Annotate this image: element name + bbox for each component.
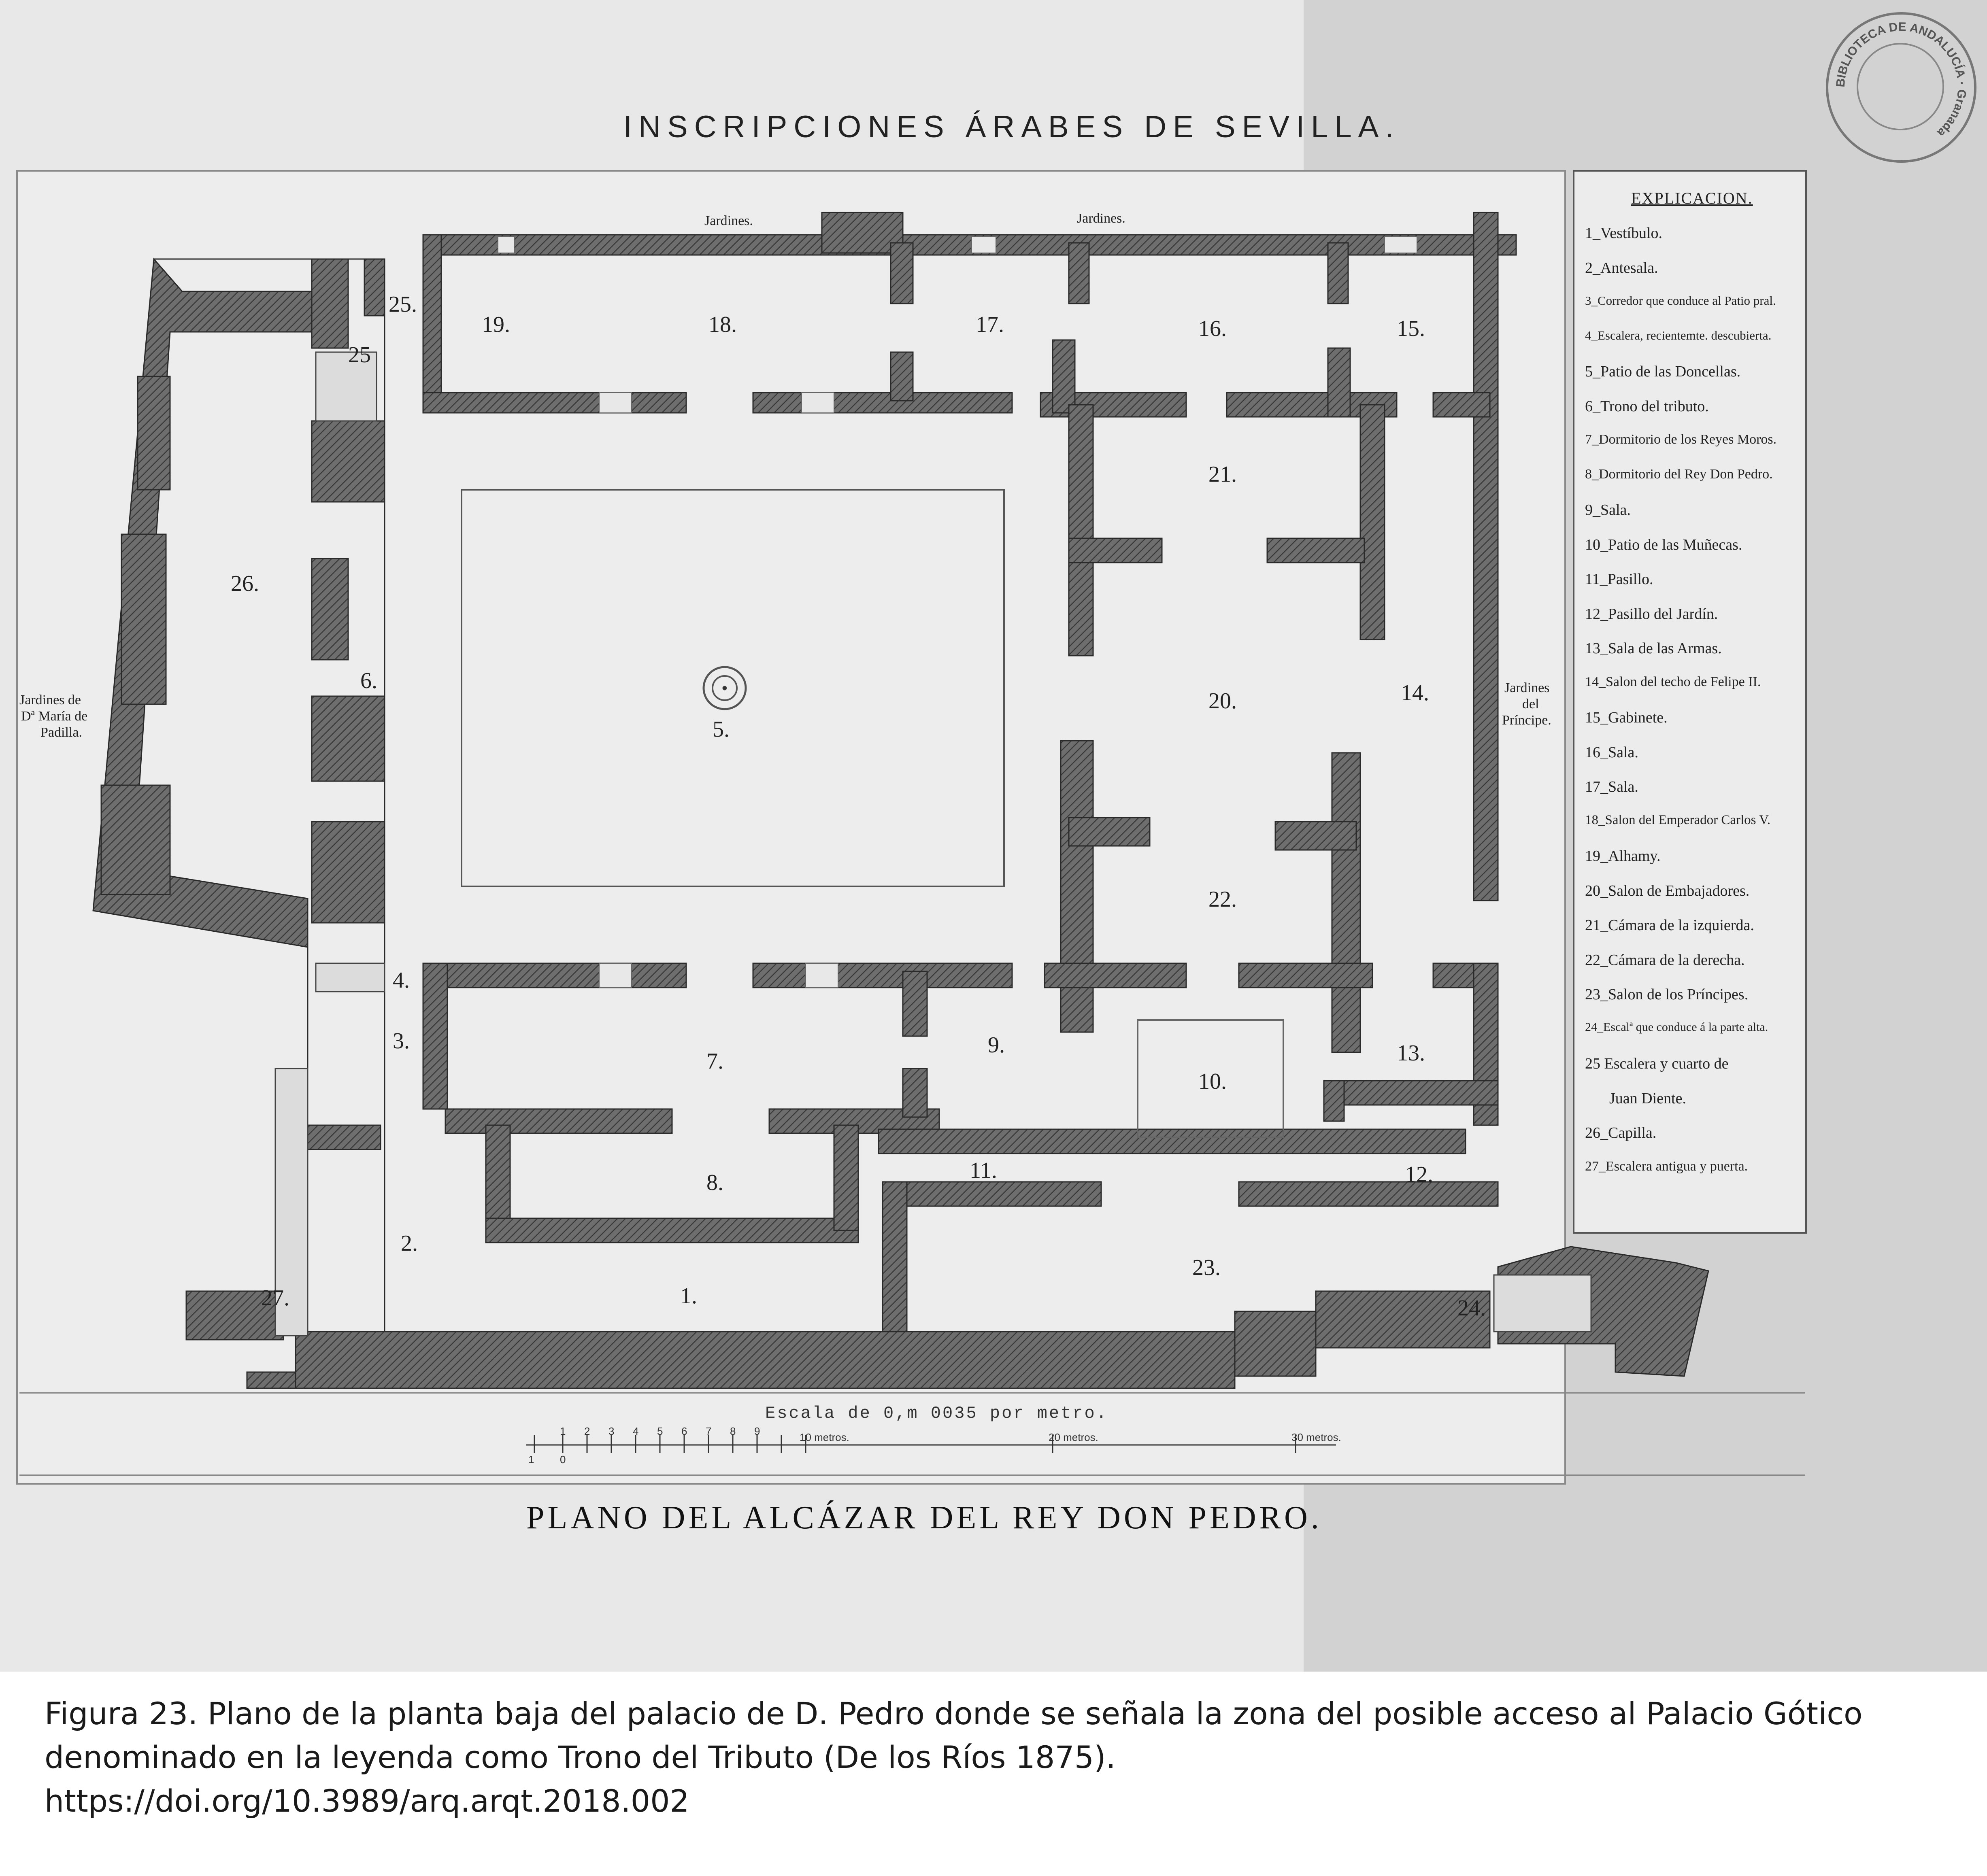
scale-tick-label: 20 metros. (1049, 1431, 1098, 1443)
wall-segment (1324, 1081, 1498, 1105)
legend-item: 24_Escalª que conduce á la parte alta. (1585, 1020, 1768, 1034)
library-stamp (1826, 12, 1976, 163)
doorway (599, 393, 632, 413)
doorways (498, 237, 1417, 988)
garden-label: Príncipe. (1502, 713, 1551, 728)
legend-item: 5_Patio de las Doncellas. (1585, 363, 1741, 380)
garden-label: Dª María de (21, 709, 88, 724)
wall-segment (1069, 405, 1093, 656)
wall-segment (879, 1129, 1466, 1154)
scale-tick-label: 6 (681, 1425, 687, 1437)
wall-segment (312, 421, 385, 502)
wall-segment (1433, 393, 1490, 417)
legend-item: 15_Gabinete. (1585, 709, 1668, 726)
garden-label: Jardines. (704, 213, 753, 228)
room-label: 12. (1405, 1162, 1433, 1187)
wall-segment (753, 393, 1012, 413)
legend-item: 17_Sala. (1585, 778, 1638, 795)
stair-4 (316, 963, 385, 992)
room-label: 19. (482, 312, 510, 337)
garden-label: Jardines (1504, 680, 1550, 695)
legend-item: 2_Antesala. (1585, 259, 1658, 276)
legend-item: 11_Pasillo. (1585, 571, 1653, 588)
legend-item: 16_Sala. (1585, 744, 1638, 761)
wall-segment (753, 963, 1012, 988)
room-label: 26. (231, 571, 259, 596)
room-label: 21. (1208, 462, 1237, 487)
legend-item: 3_Corredor que conduce al Patio pral. (1585, 293, 1776, 308)
wall-segment (423, 963, 447, 1109)
wall-segment (423, 235, 441, 413)
legend-item: 27_Escalera antigua y puerta. (1585, 1158, 1748, 1174)
wall-segment (486, 1218, 858, 1243)
wall-segment (834, 1125, 858, 1230)
room-label: 7. (706, 1049, 723, 1074)
wall-segment (1328, 243, 1348, 304)
garden-label: del (1522, 697, 1539, 712)
wall-segment (1235, 1311, 1316, 1376)
wall-segment (1239, 1182, 1498, 1206)
legend-item: 18_Salon del Emperador Carlos V. (1585, 812, 1770, 827)
room-label: 4. (393, 968, 410, 993)
wall-segment (1069, 243, 1089, 304)
legend-item: 14_Salon del techo de Felipe II. (1585, 674, 1761, 689)
wall-segment (445, 1109, 672, 1133)
caption-doi-link[interactable]: https://doi.org/10.3989/arq.arqt.2018.002 (45, 1783, 689, 1819)
scale-tick-label: 0 (560, 1453, 566, 1466)
legend-title: EXPLICACION. (1631, 189, 1753, 207)
wall-segment (138, 376, 170, 490)
wall-segment (1332, 753, 1360, 1052)
legend-item: 4_Escalera, recientemte. descubierta. (1585, 328, 1772, 342)
room-label: 9. (988, 1033, 1005, 1058)
room-label: 25 (348, 342, 371, 368)
doorway (599, 963, 632, 988)
room-label: 24. (1457, 1296, 1486, 1321)
wall-segment (296, 1332, 1235, 1388)
room-label: 13. (1397, 1041, 1425, 1066)
wall-segment (1275, 822, 1356, 850)
wall-segment (903, 971, 927, 1036)
wall-segment (1324, 1081, 1344, 1121)
wall-segment (101, 785, 170, 894)
legend-item: 1_Vestíbulo. (1585, 225, 1663, 242)
wall-segment (1045, 963, 1186, 988)
scale-tick-label: 5 (657, 1425, 663, 1437)
figure-caption (45, 1692, 1955, 1823)
room-label: 14. (1401, 680, 1429, 705)
scale-tick-label: 3 (608, 1425, 615, 1437)
scale-tick-label: 2 (584, 1425, 590, 1437)
room-label: 1. (680, 1283, 697, 1309)
wall-segment (1069, 818, 1150, 846)
scale-label: Escala de 0,m 0035 por metro. (765, 1404, 1108, 1423)
room-label: 3. (393, 1028, 410, 1054)
room-label: 23. (1192, 1255, 1221, 1280)
legend (1573, 170, 1807, 1234)
doorway (806, 963, 838, 988)
caption-line: Figura 23. Plano de la planta baja del palacio de D. Pedro donde se señala la zona del posible acceso al Palacio Gótico (45, 1695, 1863, 1732)
wall-segment (1328, 348, 1350, 417)
legend-item: 13_Sala de las Armas. (1585, 640, 1722, 657)
room-label: 6. (360, 668, 377, 693)
legend-item: 10_Patio de las Muñecas. (1585, 536, 1742, 553)
garden-labels (19, 211, 1551, 740)
doorway (802, 393, 834, 413)
wall-segment (312, 259, 348, 348)
legend-item: 20_Salon de Embajadores. (1585, 882, 1750, 899)
patio-doncellas (462, 490, 1004, 886)
wall-segment (312, 822, 385, 923)
legend-item: 19_Alhamy. (1585, 848, 1661, 865)
legend-item: 9_Sala. (1585, 501, 1631, 518)
legend-item: 8_Dormitorio del Rey Don Pedro. (1585, 466, 1773, 482)
wall-segment (308, 1125, 381, 1149)
stair-24 (1494, 1275, 1591, 1332)
fountain-center (723, 686, 727, 690)
wall-segment (1360, 405, 1385, 639)
scale-tick-label: 30 metros. (1291, 1431, 1341, 1443)
room-label: 16. (1198, 316, 1227, 341)
room-label: 8. (706, 1170, 723, 1195)
room-label: 17. (976, 312, 1004, 337)
legend-item: 22_Cámara de la derecha. (1585, 951, 1745, 969)
stamp-text: BIBLIOTECA DE ANDALUCÍA · Granada (1834, 20, 1969, 140)
legend-item: Juan Diente. (1609, 1090, 1686, 1107)
wall-segment (891, 243, 913, 304)
room-label: 22. (1208, 887, 1237, 912)
doorway (972, 237, 996, 253)
stamp-lettering (1828, 15, 1974, 160)
legend-list (1585, 224, 1776, 1193)
legend-item: 12_Pasillo del Jardín. (1585, 605, 1718, 623)
legend-item: 26_Capilla. (1585, 1124, 1657, 1141)
room-label: 18. (708, 312, 737, 337)
room-label: 15. (1397, 316, 1425, 341)
wall-segment (1061, 741, 1093, 1032)
scale-tick-label: 1 (528, 1453, 534, 1466)
garden-label: Jardines de (19, 693, 81, 707)
wall-segment (1267, 538, 1364, 563)
scale-tick-label: 9 (754, 1425, 760, 1437)
scale-tick-label: 8 (730, 1425, 736, 1437)
footer-title: PLANO DEL ALCÁZAR DEL REY DON PEDRO. (526, 1500, 1322, 1536)
legend-item: 23_Salon de los Príncipes. (1585, 986, 1749, 1003)
wall-segment (883, 1182, 907, 1348)
room-label: 5. (713, 717, 730, 742)
garden-label: Padilla. (40, 725, 82, 740)
wall-segment (1069, 538, 1162, 563)
scale-tick-label: 10 metros. (800, 1431, 849, 1443)
wall-segment (423, 963, 686, 988)
scale-tick-label: 7 (706, 1425, 712, 1437)
wall-segment (1474, 212, 1498, 901)
wall-segment (883, 1182, 1101, 1206)
legend-item: 21_Cámara de la izquierda. (1585, 917, 1754, 934)
room-label: 2. (401, 1231, 418, 1256)
wall-segment (1239, 963, 1372, 988)
room-label: 25. (389, 292, 417, 317)
room-label: 20. (1208, 688, 1237, 714)
wall-segment (312, 559, 348, 660)
legend-item: 6_Trono del tributo. (1585, 397, 1709, 415)
legend-item: 7_Dormitorio de los Reyes Moros. (1585, 432, 1777, 447)
doorway (498, 237, 514, 253)
caption-line: denominado en la leyenda como Trono del Tributo (De los Ríos 1875). (45, 1739, 1116, 1775)
wall-segment (423, 393, 686, 413)
wall-segment (247, 1372, 296, 1388)
svg-text:BIBLIOTECA DE ANDALUCÍA · Gran (1834, 20, 1969, 140)
scale-tick-label: 1 (560, 1425, 566, 1437)
wall-segment (312, 696, 385, 781)
room-label: 11. (970, 1158, 997, 1183)
garden-label: Jardines. (1077, 211, 1125, 226)
scale-tick-label: 4 (633, 1425, 639, 1437)
legend-item: 25 Escalera y cuarto de (1585, 1055, 1729, 1072)
doorway (1385, 237, 1417, 253)
wall-segment (1053, 340, 1075, 413)
room-label: 27. (261, 1285, 289, 1311)
room-label: 10. (1198, 1069, 1227, 1094)
wall-segment (423, 235, 1516, 255)
header-title: INSCRIPCIONES ÁRABES DE SEVILLA. (623, 110, 1400, 144)
wall-segment (891, 352, 913, 401)
patio-outline (462, 490, 1004, 886)
wall-segment (903, 1069, 927, 1117)
wall-segment (121, 534, 166, 704)
